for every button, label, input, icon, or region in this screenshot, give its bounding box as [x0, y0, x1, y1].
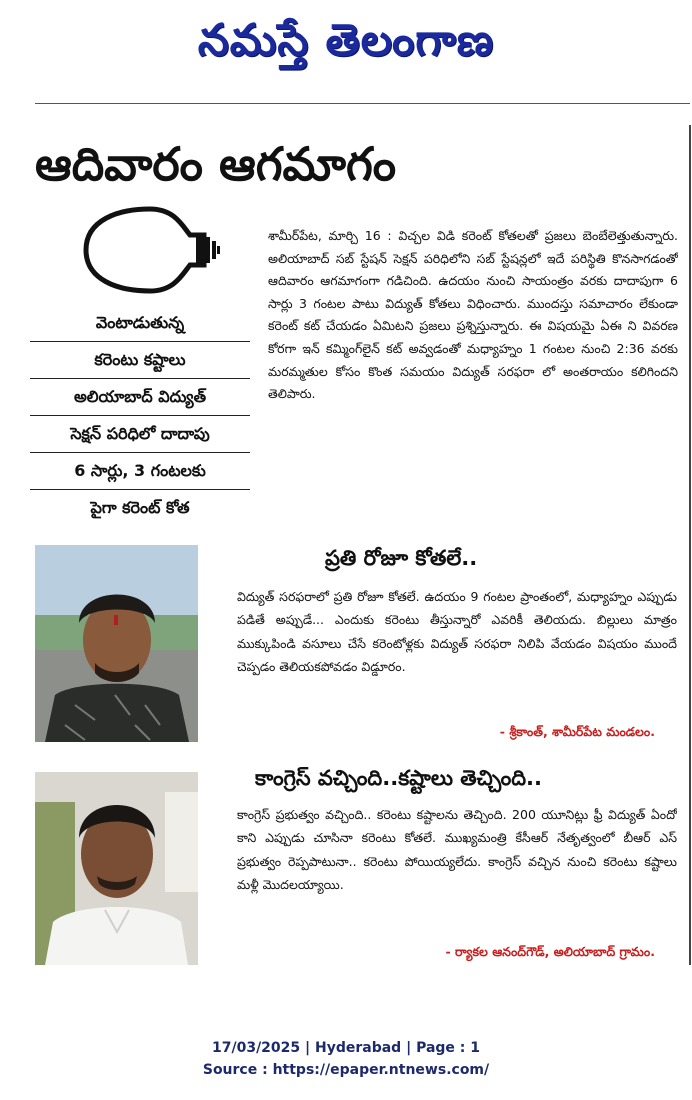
column-divider: [689, 125, 691, 965]
sidebar-line: పైగా కరెంట్ కోత: [90, 498, 190, 517]
sidebar-line: వెంటాడుతున్న: [30, 305, 250, 342]
quote2-title: కాంగ్రెస్ వచ్చింది..కష్టాలు తెచ్చింది..: [255, 766, 543, 790]
quote2-text: కాంగ్రెస్ ప్రభుత్వం వచ్చింది.. కరెంటు కష్టాలను తెచ్చింది. 200 యూనిట్లు ఫ్రీ విద్యుత్ ఏందో కాని ఎప్పుడు చూసినా కరెంటు కోతలే. ముఖ్యమంత్రి కేసీఆర్ నేతృత్వంలో బీఆర్ ఎస్ ప్రభుత్వం రెప్పపాటునా.. కరెంటు పోయియ్యలేదు. కాంగ్రెస్ వచ్చిన నుంచి కరెంటు కష్టాలు మళ్లీ మొదలయ్యాయి.: [237, 807, 677, 893]
article-headline: ఆదివారం ఆగమాగం: [35, 137, 397, 191]
person-photo-anand-goud: [35, 772, 198, 965]
header-divider: [35, 103, 690, 104]
quote1-attribution: - శ్రీకాంత్, శామీర్‌పేట మండలం.: [499, 724, 655, 739]
article-body: శామీర్‌పేట, మార్చి 16 : విచ్చల విడి కరెంట్ కోతలతో ప్రజలు బెంబేలెత్తుతున్నారు. అలియాబాద్ సబ్ స్టేషన్ సెక్షన్ పరిధిలోని సబ్ స్టేషన్లలో ఇదే పరిస్థితి కొనసాగడంతో ఆదివారం ఆగమాగంగా గడిచింది. ఉదయం నుంచి సాయంత్రం వరకు దాదాపుగా 6 సార్లు 3 గంటల పాటు విద్యుత్ కోతలు విధించారు. ముందస్తు సమాచారం లేకుండా కరెంట్ కట్ చేయడం ఏమిటని ప్రజలు ప్రశ్నిస్తున్నారు. ఈ విషయమై ఏఈ ని వివరణ కోరగా ఇన్ కమ్మింగ్‌లైన్ కట్ అవ్వడంతో మధ్యాహ్నం 1 గంటల నుంచి 2:36 వరకు మరమ్మతుల కోసం కొంత సమయం విద్యుత్ సరఫరా లో అంతరాయం కలిగిందని తెలిపారు.: [268, 228, 678, 402]
footer-date-line: 17/03/2025 | Hyderabad | Page : 1: [211, 1040, 481, 1056]
sidebar-line: కరెంటు కష్టాలు: [30, 342, 250, 379]
sidebar-line: అలియాబాద్ విద్యుత్: [30, 379, 250, 416]
masthead: [0, 0, 692, 100]
light-bulb-icon: [78, 205, 220, 295]
page-footer: [0, 1037, 692, 1081]
sidebar-summary: [30, 305, 250, 525]
quote1-text: విద్యుత్ సరఫరాలో ప్రతి రోజూ కోతలే. ఉదయం 9 గంటల ప్రాంతంలో, మధ్యాహ్నం ఎప్పుడు పడితే అప్పుడే... ఎందుకు కరెంటు తీస్తున్నారో ఎవరికీ తెలియదు. బిల్లులు మాత్రం ముక్కుపిండి వసూలు చేసే కరెంటోళ్లకు విద్యుత్ సరఫరా నిలిపి వేయడం విషయం ముందే చెప్పడం తెలియకపోవడం విడ్డూరం.: [237, 589, 677, 675]
person-portrait-image: [35, 545, 198, 742]
newspaper-logo: నమస్తే తెలంగాణ: [197, 15, 495, 66]
person-photo-srikanth: [35, 545, 198, 742]
sidebar-line: సెక్షన్ పరిధిలో దాదాపు: [30, 416, 250, 453]
person-portrait-image: [35, 772, 198, 965]
quote2-attribution: - ర్యాకల ఆనంద్‌గౌడ్, అలియాబాద్ గ్రామం.: [445, 944, 655, 959]
quote1-title: ప్రతి రోజూ కోతలే..: [325, 546, 478, 570]
footer-source-line: Source : https://epaper.ntnews.com/: [202, 1062, 490, 1078]
sidebar-line: 6 సార్లు, 3 గంటలకు: [30, 453, 250, 490]
